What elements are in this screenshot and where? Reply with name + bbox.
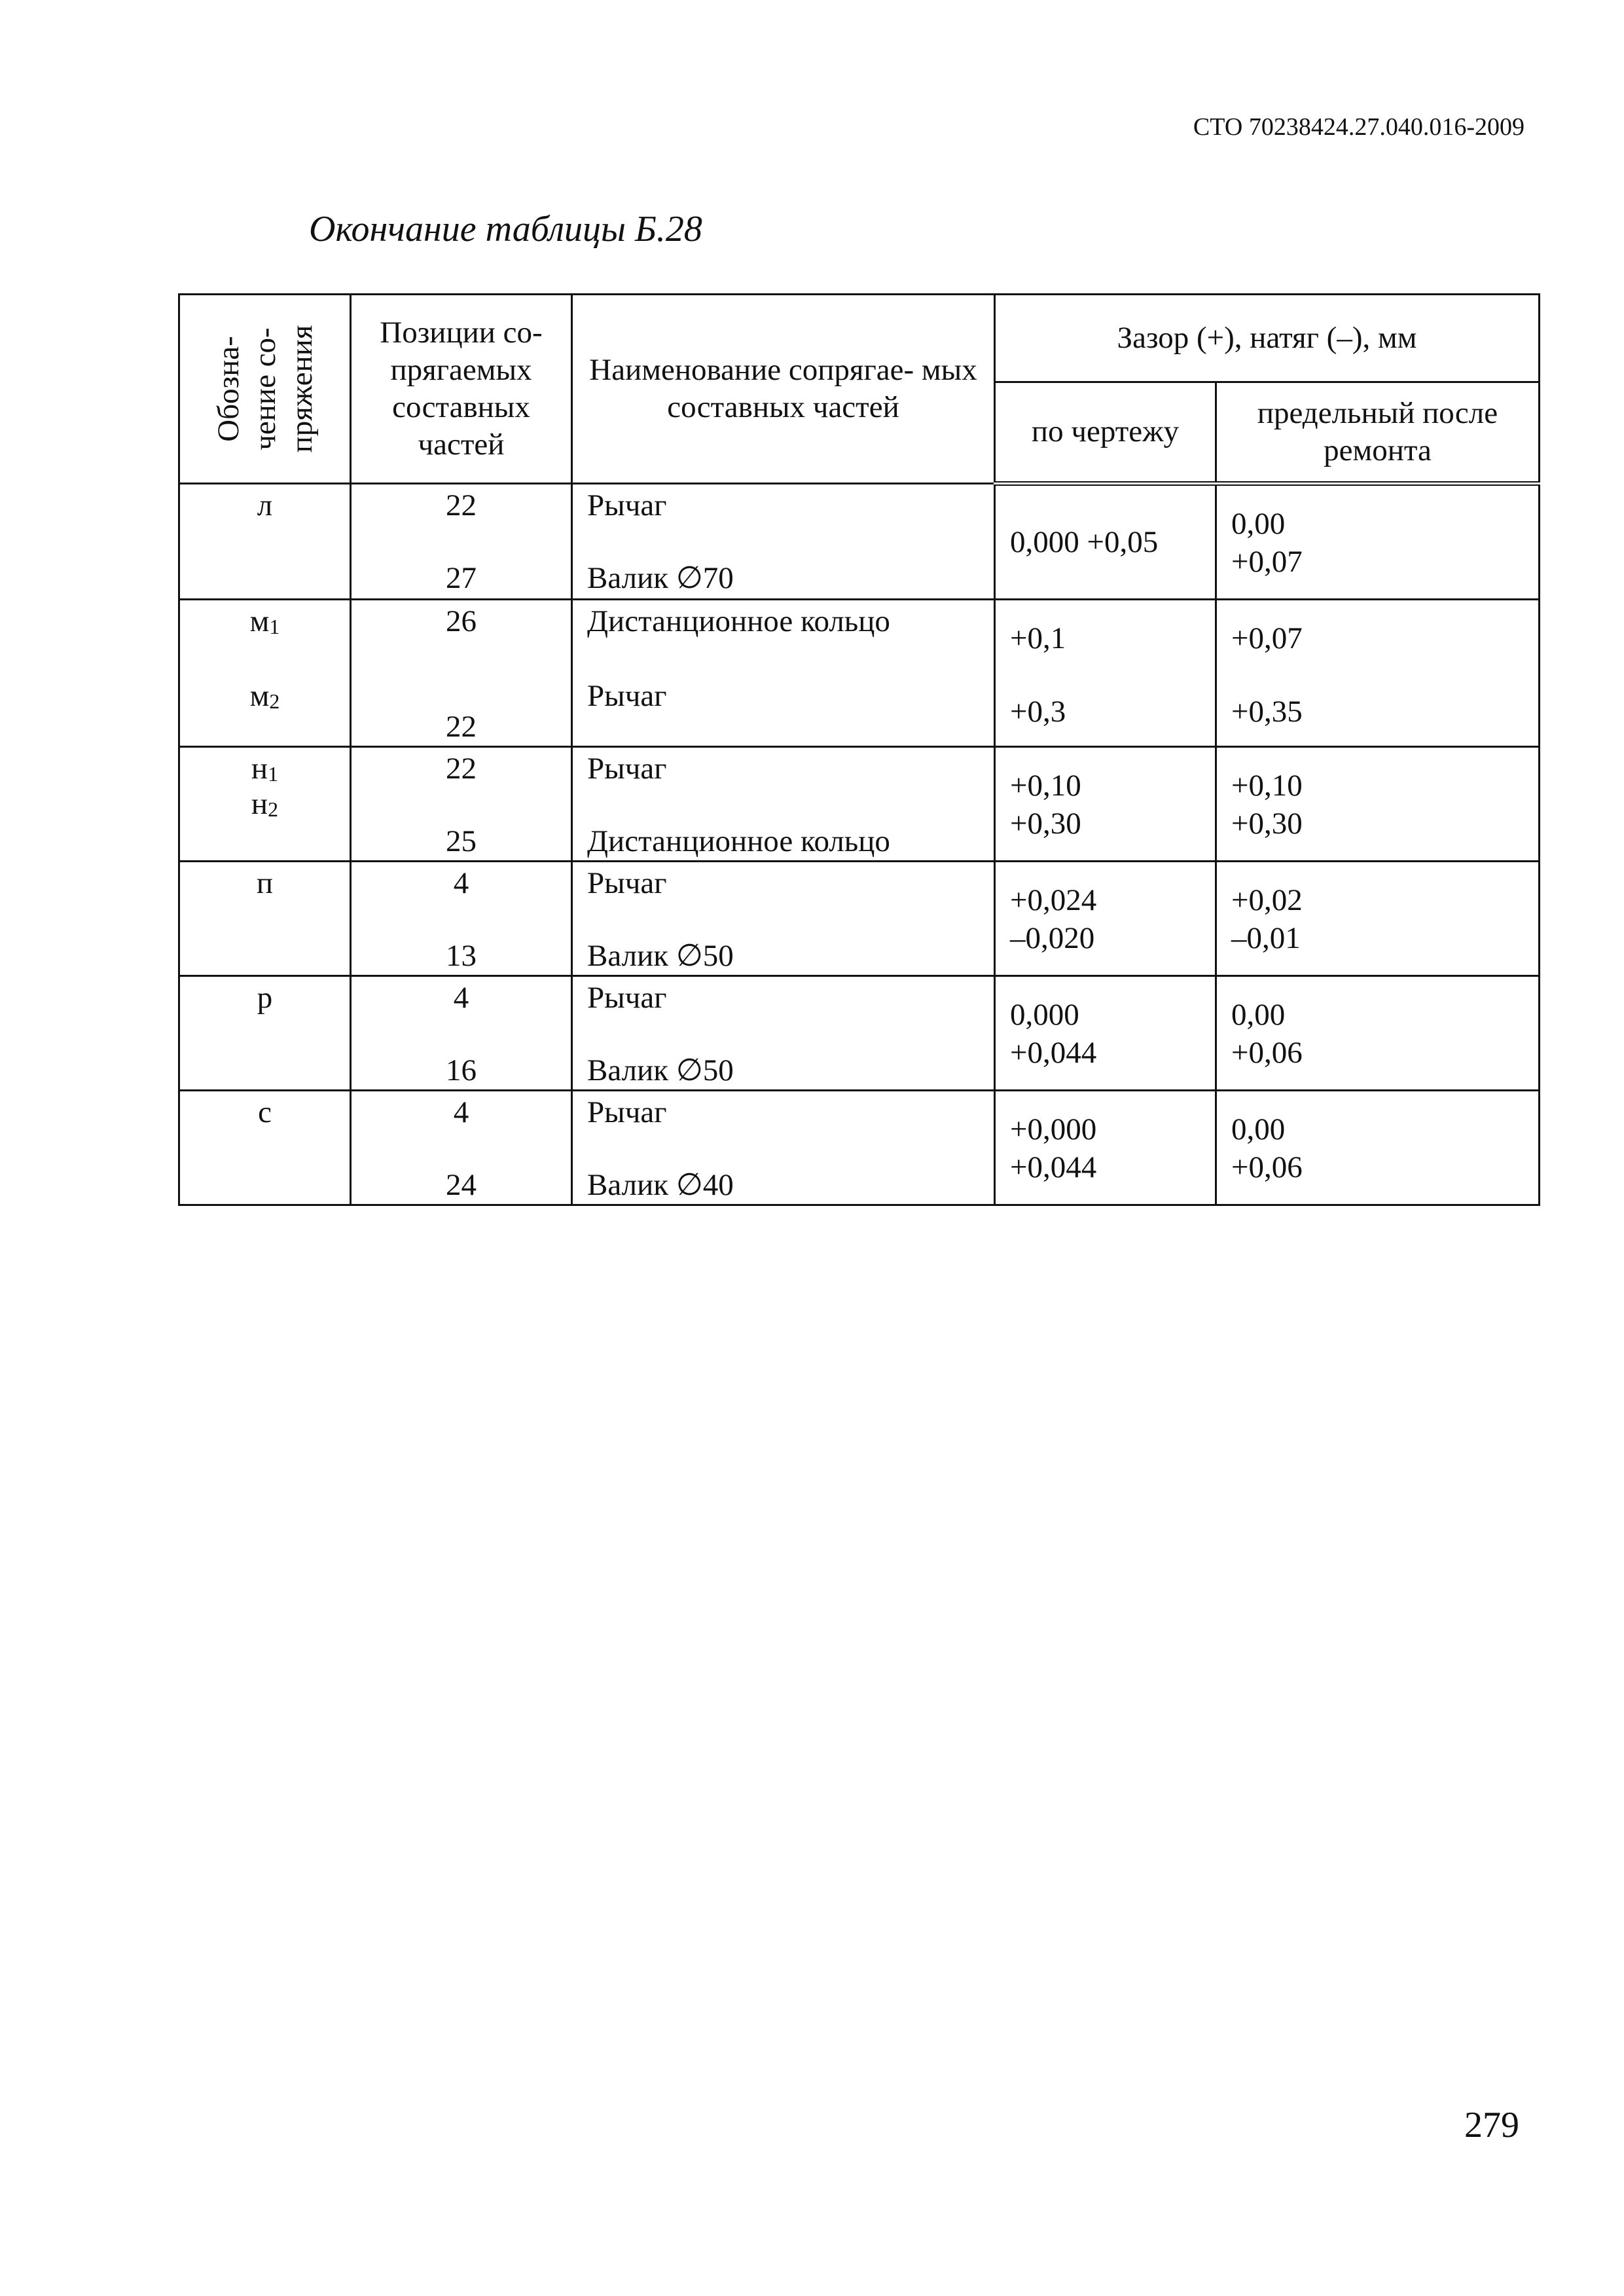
after-repair-value-2: +0,07	[1231, 545, 1303, 579]
position-top: 22	[446, 488, 477, 522]
position-bottom: 13	[446, 939, 477, 973]
after-repair-value-2: +0,06	[1231, 1150, 1303, 1184]
by-drawing-value-1: +0,10	[1010, 769, 1081, 803]
after-repair-value-2: +0,35	[1231, 695, 1303, 729]
by-drawing-value-1: +0,1	[1010, 621, 1066, 655]
page-number: 279	[1464, 2105, 1519, 2145]
after-repair-cell	[1216, 976, 1540, 1091]
after-repair-value-1: +0,02	[1231, 883, 1303, 917]
after-repair-value-1: +0,07	[1231, 621, 1303, 655]
after-repair-value-1: 0,00	[1231, 998, 1286, 1032]
position-top: 26	[446, 604, 477, 638]
part-name-cell	[572, 747, 995, 862]
table-row	[179, 600, 1540, 747]
part-name-bottom: Валик ∅50	[587, 939, 734, 973]
after-repair-cell	[1216, 747, 1540, 862]
designation-1-index: 1	[269, 615, 280, 638]
part-name-bottom: Дистанционное кольцо	[587, 824, 890, 858]
designation: л	[257, 488, 273, 522]
part-name-middle: Рычаг	[587, 679, 667, 713]
after-repair-value-2: +0,30	[1231, 807, 1303, 841]
table-row	[179, 484, 1540, 600]
by-drawing-value-2: +0,044	[1010, 1150, 1097, 1184]
by-drawing-value-1: +0,000	[1010, 1112, 1097, 1146]
part-name-cell	[572, 600, 995, 747]
designation-cell	[179, 600, 351, 747]
part-name-top: Рычаг	[587, 752, 667, 786]
designation-1-index: 1	[268, 762, 279, 786]
positions-cell	[351, 862, 572, 976]
by-drawing-cell	[995, 484, 1216, 600]
document-code: СТО 70238424.27.040.016-2009	[1193, 113, 1525, 141]
part-name-bottom: Валик ∅50	[587, 1053, 734, 1087]
table-caption: Окончание таблицы Б.28	[309, 209, 702, 249]
position-bottom: 27	[446, 561, 477, 595]
after-repair-cell	[1216, 600, 1540, 747]
table-row	[179, 862, 1540, 976]
designation-cell	[179, 484, 351, 600]
header-after-repair: предельный после ремонта	[1216, 382, 1540, 483]
by-drawing-cell	[995, 862, 1216, 976]
position-bottom: 16	[446, 1053, 477, 1087]
designation-2-index: 2	[268, 797, 279, 821]
designation-1: м	[249, 604, 270, 638]
by-drawing-value-1: 0,000	[1010, 998, 1079, 1032]
header-designation-line-3: пряжения	[284, 325, 319, 453]
part-name-cell	[572, 1091, 995, 1205]
designation: с	[258, 1095, 272, 1129]
designation-cell	[179, 976, 351, 1091]
position-top: 4	[453, 866, 469, 900]
header-positions: Позиции со- прягаемых составных частей	[351, 295, 572, 484]
table-row	[179, 747, 1540, 862]
designation-2: н	[251, 787, 268, 821]
designation-cell	[179, 747, 351, 862]
by-drawing-value-2: +0,044	[1010, 1036, 1097, 1070]
part-name-top: Рычаг	[587, 488, 667, 522]
positions-cell	[351, 976, 572, 1091]
after-repair-cell	[1216, 484, 1540, 600]
part-name-cell	[572, 976, 995, 1091]
designation-cell	[179, 862, 351, 976]
by-drawing-value-1: +0,024	[1010, 883, 1097, 917]
positions-cell	[351, 600, 572, 747]
designation: р	[257, 981, 273, 1015]
table-row	[179, 976, 1540, 1091]
positions-cell	[351, 1091, 572, 1205]
position-top: 4	[453, 981, 469, 1015]
header-part-name: Наименование сопрягае- мых составных частей	[572, 295, 995, 484]
header-by-drawing: по чертежу	[995, 382, 1216, 483]
after-repair-cell	[1216, 862, 1540, 976]
position-bottom: 22	[446, 710, 477, 744]
position-bottom: 25	[446, 824, 477, 858]
part-name-top: Рычаг	[587, 866, 667, 900]
designation-1: н	[251, 752, 268, 786]
designation-2-index: 2	[269, 689, 280, 713]
position-bottom: 24	[446, 1168, 477, 1202]
part-name-cell	[572, 484, 995, 600]
by-drawing-value: 0,000 +0,05	[1010, 525, 1159, 559]
after-repair-value-1: 0,00	[1231, 507, 1286, 541]
by-drawing-value-2: +0,30	[1010, 807, 1081, 841]
part-name-top: Рычаг	[587, 981, 667, 1015]
by-drawing-cell	[995, 747, 1216, 862]
after-repair-value-1: +0,10	[1231, 769, 1303, 803]
after-repair-value-2: +0,06	[1231, 1036, 1303, 1070]
by-drawing-value-2: –0,020	[1010, 921, 1095, 955]
designation: п	[256, 866, 274, 900]
positions-cell	[351, 747, 572, 862]
designation-cell	[179, 1091, 351, 1205]
header-designation	[179, 295, 351, 484]
part-name-bottom: Валик ∅70	[587, 561, 734, 595]
designation-2: м	[249, 679, 270, 713]
by-drawing-cell	[995, 600, 1216, 747]
by-drawing-value-2: +0,3	[1010, 695, 1066, 729]
header-designation-line-1: Обозна-	[211, 336, 245, 442]
position-top: 22	[446, 752, 477, 786]
after-repair-value-2: –0,01	[1231, 921, 1301, 955]
part-name-cell	[572, 862, 995, 976]
position-top: 4	[453, 1095, 469, 1129]
header-designation-line-2: чение со-	[247, 327, 282, 450]
by-drawing-cell	[995, 976, 1216, 1091]
part-name-top: Рычаг	[587, 1095, 667, 1129]
table-row	[179, 1091, 1540, 1205]
header-clearance-group: Зазор (+), натяг (–), мм	[995, 295, 1540, 382]
by-drawing-cell	[995, 1091, 1216, 1205]
after-repair-value-1: 0,00	[1231, 1112, 1286, 1146]
part-name-top: Дистанционное кольцо	[587, 604, 890, 638]
positions-cell	[351, 484, 572, 600]
part-name-bottom: Валик ∅40	[587, 1168, 734, 1202]
after-repair-cell	[1216, 1091, 1540, 1205]
clearance-table	[178, 293, 1540, 1206]
